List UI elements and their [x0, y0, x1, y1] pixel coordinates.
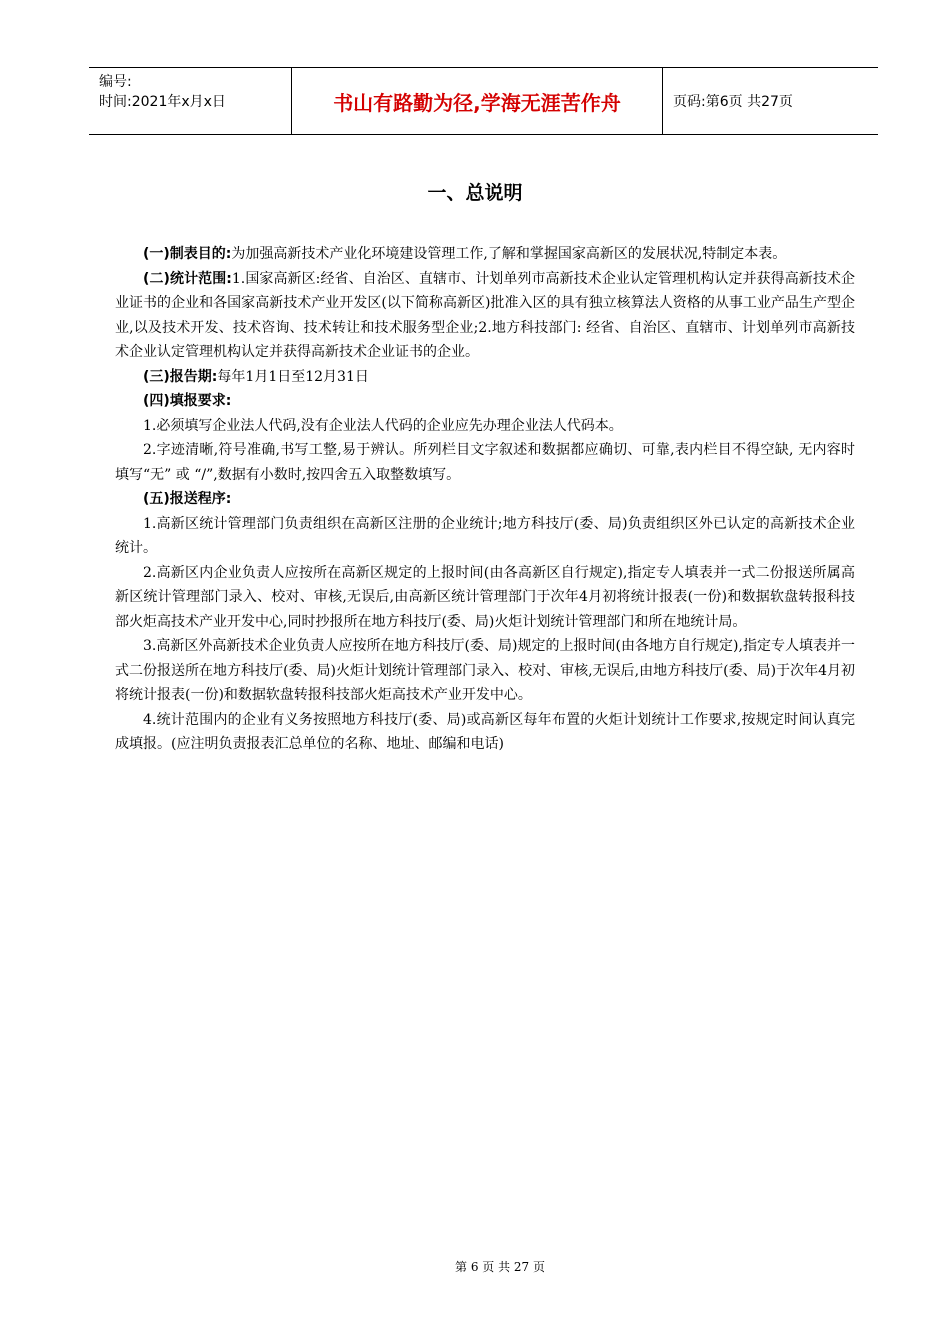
procedure-item: 1.高新区统计管理部门负责组织在高新区注册的企业统计;地方科技厅(委、局)负责组织区外已认定的高新技术企业统计。: [115, 515, 855, 556]
procedure-item: 3.高新区外高新技术企业负责人应按所在地方科技厅(委、局)规定的上报时间(由各地方自行规定),指定专人填表并一式二份报送所在地方科技厅(委、局)火炬计划统计管理部门录入、校对、审核,无误后,由地方科技厅(委、局)于次年4月初将统计报表(一份)和数据软盘转报科技部火炬高技术产业开发中心。: [115, 638, 855, 703]
time-label: 时间:2021年x月x日: [99, 94, 226, 110]
requirement-item: 2.字迹清晰,符号准确,书写工整,易于辨认。所列栏目文字叙述和数据都应确切、可靠,表内栏目不得空缺, 无内容时填写“无” 或 “/”,数据有小数时,按四舍五入取整数填写。: [115, 442, 855, 483]
procedure-item: 4.统计范围内的企业有义务按照地方科技厅(委、局)或高新区每年布置的火炬计划统计工作要求,按规定时间认真完成填报。(应注明负责报表汇总单位的名称、地址、邮编和电话): [115, 711, 855, 752]
header-meta: [89, 68, 292, 134]
section-heading: (三)报告期:: [143, 368, 218, 385]
section-text: 每年1月1日至12月31日: [217, 368, 369, 385]
section-purpose: [115, 242, 855, 267]
requirement-item: 1.必须填写企业法人代码,没有企业法人代码的企业应先办理企业法人代码本。: [143, 417, 623, 434]
section-scope: [115, 267, 855, 365]
section-heading: (一)制表目的:: [143, 246, 232, 262]
section-text: 为加强高新技术产业化环境建设管理工作,了解和掌握国家高新区的发展状况,特制定本表。: [231, 246, 787, 262]
section-heading: (四)填报要求:: [143, 393, 232, 409]
section-heading: (五)报送程序:: [143, 491, 232, 507]
section-requirements: [115, 389, 855, 414]
page-footer: 第 6 页 共 27 页: [455, 1260, 545, 1274]
section-heading: (二)统计范围:: [143, 270, 232, 287]
document-title: 一、总说明: [427, 182, 523, 204]
header-page-info: 页码:第6页 共27页: [673, 94, 793, 110]
section-procedure: [115, 487, 855, 512]
document-body: [115, 242, 855, 757]
section-text: 1.国家高新区:经省、自治区、直辖市、计划单列市高新技术企业认定管理机构认定并获得高新技术企业证书的企业和各国家高新技术产业开发区(以下简称高新区)批准入区的具有独立核算法人资格的从事工业产品生产型企业,以及技术开发、技术咨询、技术转让和技术服务型企业;2.地方科技部门: 经省、自治区、直辖市、计划单列市高新技术企业认定管理机构认定并获得高新技术企业证书的企业。: [115, 270, 855, 360]
procedure-item: 2.高新区内企业负责人应按所在高新区规定的上报时间(由各高新区自行规定),指定专人填表并一式二份报送所属高新区统计管理部门录入、校对、审核,无误后,由高新区统计管理部门于次年4月初将统计报表(一份)和数据软盘转报科技部火炬高技术产业开发中心,同时抄报所在地方科技厅(委、局)火炬计划统计管理部门和所在地统计局。: [115, 564, 855, 630]
section-period: [115, 365, 855, 390]
number-label: 编号:: [99, 74, 132, 90]
page-header: [89, 67, 878, 135]
header-motto: 书山有路勤为径,学海无涯苦作舟: [292, 68, 663, 134]
